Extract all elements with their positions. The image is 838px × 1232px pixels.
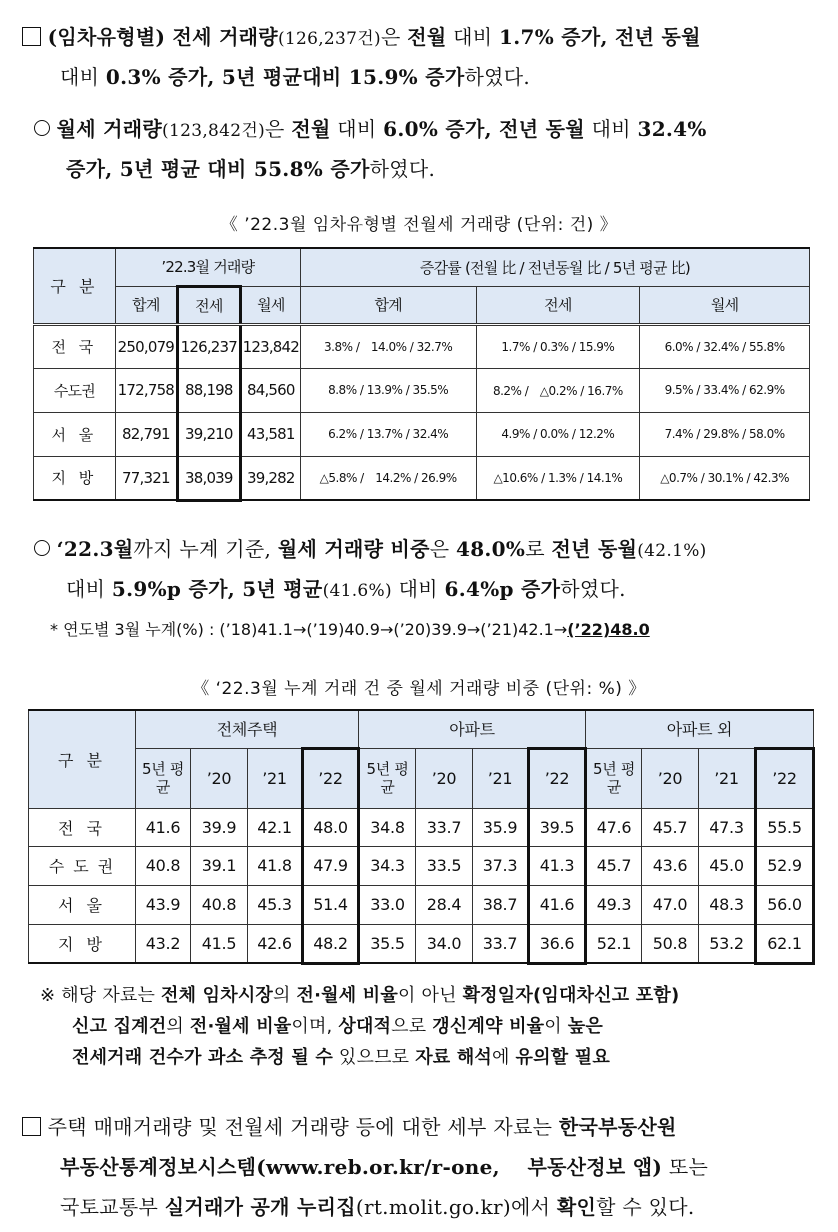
text: 전·월세 비율 <box>296 985 398 1006</box>
cell: 43.9 <box>136 885 191 924</box>
text: 에 <box>492 1047 516 1068</box>
header-rate-wolse: 월세 <box>640 286 810 324</box>
cell: 43.6 <box>642 846 699 885</box>
header-group-non-apt: 아파트 외 <box>586 710 814 748</box>
text: 전년 동월 <box>551 537 638 561</box>
cell-wolse: 43,581 <box>240 412 300 456</box>
text: 또는 <box>662 1155 709 1179</box>
text: 갱신계약 비율 <box>432 1016 545 1037</box>
table-row <box>29 808 814 846</box>
table-row <box>34 368 810 412</box>
text: * 연도별 3월 누계(%) : (’18)41.1→(’19)40.9→(’20)39.9→(’21)42.1→ <box>50 620 568 639</box>
text: 실거래가 공개 누리집 <box>164 1195 356 1219</box>
cell-rate-jeonse: 8.2% / △0.2% / 16.7% <box>476 368 640 412</box>
cell-jeonse: 88,198 <box>177 368 240 412</box>
cell: 62.1 <box>756 924 814 963</box>
text: 5년 평균 <box>592 760 636 796</box>
cell: 48.0 <box>303 808 359 846</box>
text: 6.0% 증가, 전년 동월 <box>383 117 585 141</box>
cell-rate-jeonse: 4.9% / 0.0% / 12.2% <box>476 412 640 456</box>
cell: 41.5 <box>191 924 248 963</box>
cell-rate-wolse: 6.0% / 32.4% / 55.8% <box>640 324 810 368</box>
text: 에서 <box>510 1195 557 1219</box>
cell: 28.4 <box>416 885 473 924</box>
text: 이 아닌 <box>397 985 463 1006</box>
text: 1.7% 증가, 전년 동월 <box>499 25 701 49</box>
header-rate-total: 합계 <box>300 286 476 324</box>
text: 은 <box>380 25 408 49</box>
cell: 39.5 <box>529 808 586 846</box>
cell: 38.7 <box>473 885 529 924</box>
cell: 48.2 <box>303 924 359 963</box>
text: 전세거래 건수가 과소 추정 될 수 <box>72 1047 333 1068</box>
cell: 33.7 <box>416 808 473 846</box>
cell: 37.3 <box>473 846 529 885</box>
paragraph-wolse <box>34 110 828 188</box>
cell: 35.5 <box>359 924 416 963</box>
cell: 40.8 <box>136 846 191 885</box>
table-row <box>29 846 814 885</box>
cell-wolse: 39,282 <box>240 456 300 500</box>
header-jeonse: 전세 <box>177 286 240 324</box>
cell-total: 250,079 <box>115 324 177 368</box>
cell: 47.3 <box>699 808 756 846</box>
text: 하였다. <box>560 577 626 601</box>
text: 주택 매매거래량 및 전월세 거래량 등에 대한 세부 자료는 <box>47 1115 559 1139</box>
cell-rate-wolse: 9.5% / 33.4% / 62.9% <box>640 368 810 412</box>
header-rate-jeonse: 전세 <box>476 286 640 324</box>
row-name: 전 국 <box>29 808 136 846</box>
text: 은 <box>429 537 456 561</box>
cell: 39.1 <box>191 846 248 885</box>
cell: 45.0 <box>699 846 756 885</box>
cell: 52.1 <box>586 924 642 963</box>
text: 까지 누계 기준, <box>133 537 278 561</box>
cell: 48.3 <box>699 885 756 924</box>
text: 하였다. <box>369 157 436 181</box>
text: 5년 평균 <box>366 760 409 796</box>
text: (42.1%) <box>637 541 707 561</box>
header-volume: ’22.3월 거래량 <box>115 248 300 286</box>
cell: 43.2 <box>136 924 191 963</box>
header-21: ’21 <box>473 748 529 808</box>
row-name: 서 울 <box>29 885 136 924</box>
text: 대비 <box>330 117 384 141</box>
header-total: 합계 <box>115 286 177 324</box>
text: (rt.molit.go.kr) <box>355 1195 511 1219</box>
text: 높은 <box>567 1016 603 1037</box>
text: 32.4% <box>637 117 707 141</box>
header-rate: 증감률 (전월 比 / 전년동월 比 / 5년 평균 比) <box>300 248 809 286</box>
header-5yr <box>136 748 191 808</box>
cell: 41.3 <box>529 846 586 885</box>
cell: 33.0 <box>359 885 416 924</box>
text: 은 <box>265 117 292 141</box>
table-wolse-share <box>28 709 815 965</box>
cell: 45.7 <box>586 846 642 885</box>
text: 대비 <box>66 577 112 601</box>
text: 상대적 <box>338 1016 392 1037</box>
checkbox-square-icon <box>22 1117 41 1136</box>
header-wolse: 월세 <box>240 286 300 324</box>
row-name: 전 국 <box>34 324 116 368</box>
text: 의 <box>166 1016 190 1037</box>
circle-bullet-icon <box>34 540 50 556</box>
cell: 45.3 <box>248 885 303 924</box>
text: 부동산통계정보시스템(www.reb.or.kr/r-one, 부동산정보 앱) <box>60 1155 663 1179</box>
circle-bullet-icon <box>34 120 50 136</box>
yearly-note <box>50 617 650 640</box>
header-5yr <box>359 748 416 808</box>
text: 이 <box>544 1016 568 1037</box>
text: 국토교통부 <box>60 1195 165 1219</box>
cell: 49.3 <box>586 885 642 924</box>
reference-mark-icon: ※ <box>40 985 56 1006</box>
header-20: ’20 <box>416 748 473 808</box>
text: 증가, 5년 평균 대비 55.8% 증가 <box>66 157 370 181</box>
row-name: 수도권 <box>34 368 116 412</box>
jeonse-heading: (임차유형별) 전세 거래량 <box>47 25 278 49</box>
cell: 39.9 <box>191 808 248 846</box>
cell: 42.1 <box>248 808 303 846</box>
cell-rate-total: 8.8% / 13.9% / 35.5% <box>300 368 476 412</box>
text: 0.3% 증가, 5년 평균대비 15.9% 증가 <box>105 65 465 89</box>
text: (’22)48.0 <box>567 620 650 639</box>
header-20: ’20 <box>191 748 248 808</box>
text: 대비 <box>446 25 500 49</box>
row-name: 수 도 권 <box>29 846 136 885</box>
cell: 42.6 <box>248 924 303 963</box>
header-group-apt: 아파트 <box>359 710 586 748</box>
paragraph-details <box>22 1107 828 1227</box>
header-22: ’22 <box>529 748 586 808</box>
cell-total: 77,321 <box>115 456 177 500</box>
checkbox-square-icon <box>22 27 41 46</box>
text: 이며, <box>291 1016 339 1037</box>
text: 로 <box>525 537 552 561</box>
text: 월세 거래량 비중 <box>277 537 430 561</box>
cell: 47.6 <box>586 808 642 846</box>
cell-rate-total: △5.8% / 14.2% / 26.9% <box>300 456 476 500</box>
cell-rate-wolse: 7.4% / 29.8% / 58.0% <box>640 412 810 456</box>
text: 의 <box>273 985 297 1006</box>
paragraph-wolse-share <box>34 530 828 610</box>
jeonse-count: (126,237건) <box>277 29 381 49</box>
text: 확인 <box>556 1195 597 1219</box>
cell: 36.6 <box>529 924 586 963</box>
text: 대비 <box>60 65 106 89</box>
caution-note <box>40 980 830 1073</box>
row-name: 서 울 <box>34 412 116 456</box>
cell: 47.9 <box>303 846 359 885</box>
table-row <box>34 412 810 456</box>
cell: 33.7 <box>473 924 529 963</box>
text: 확정일자(임대차신고 포함) <box>462 985 680 1006</box>
table-rent-volume <box>33 247 810 502</box>
cell: 45.7 <box>642 808 699 846</box>
cell-jeonse: 39,210 <box>177 412 240 456</box>
text: 전월 <box>407 25 447 49</box>
text: 5년 평균 <box>141 760 185 796</box>
cell: 47.0 <box>642 885 699 924</box>
paragraph-jeonse <box>22 18 828 96</box>
text: 6.4%p 증가 <box>444 577 561 601</box>
text: 전체 임차시장 <box>161 985 274 1006</box>
cell: 40.8 <box>191 885 248 924</box>
cell: 33.5 <box>416 846 473 885</box>
text: 대비 <box>584 117 638 141</box>
header-5yr <box>586 748 642 808</box>
cell: 55.5 <box>756 808 814 846</box>
header-group-all: 전체주택 <box>136 710 359 748</box>
cell: 41.8 <box>248 846 303 885</box>
text: 유의할 필요 <box>515 1047 610 1068</box>
cell-total: 82,791 <box>115 412 177 456</box>
cell: 34.3 <box>359 846 416 885</box>
cell: 34.0 <box>416 924 473 963</box>
text: 자료 해석 <box>415 1047 493 1068</box>
row-name: 지 방 <box>34 456 116 500</box>
table-row <box>34 324 810 368</box>
cell-jeonse: 126,237 <box>177 324 240 368</box>
cell-wolse: 123,842 <box>240 324 300 368</box>
text: 전·월세 비율 <box>189 1016 292 1037</box>
header-21: ’21 <box>699 748 756 808</box>
cell: 41.6 <box>529 885 586 924</box>
cell: 41.6 <box>136 808 191 846</box>
text: 5.9%p 증가, 5년 평균 <box>111 577 323 601</box>
header-gubun: 구 분 <box>34 248 116 324</box>
header-20: ’20 <box>642 748 699 808</box>
cell: 53.2 <box>699 924 756 963</box>
wolse-heading: 월세 거래량 <box>56 117 163 141</box>
cell-rate-wolse: △0.7% / 30.1% / 42.3% <box>640 456 810 500</box>
header-22: ’22 <box>303 748 359 808</box>
text: ‘22.3월 <box>56 537 134 561</box>
wolse-count: (123,842건) <box>162 121 266 141</box>
cell-rate-total: 6.2% / 13.7% / 32.4% <box>300 412 476 456</box>
cell: 51.4 <box>303 885 359 924</box>
cell-total: 172,758 <box>115 368 177 412</box>
cell: 35.9 <box>473 808 529 846</box>
text: 으로 <box>391 1016 433 1037</box>
text: 하였다. <box>464 65 531 89</box>
text: 전월 <box>291 117 331 141</box>
cell-rate-jeonse: △10.6% / 1.3% / 14.1% <box>476 456 640 500</box>
cell-jeonse: 38,039 <box>177 456 240 500</box>
table-row <box>29 924 814 963</box>
cell: 50.8 <box>642 924 699 963</box>
text: 신고 집계건 <box>72 1016 167 1037</box>
cell: 34.8 <box>359 808 416 846</box>
text: (41.6%) <box>322 581 392 601</box>
table1-title: 《 ’22.3월 임차유형별 전월세 거래량 (단위: 건) 》 <box>220 215 618 235</box>
header-21: ’21 <box>248 748 303 808</box>
table2-title: 《 ‘22.3월 누계 거래 건 중 월세 거래량 비중 (단위: %) 》 <box>192 679 646 699</box>
text: 할 수 있다. <box>596 1195 695 1219</box>
table-row <box>29 885 814 924</box>
cell-rate-jeonse: 1.7% / 0.3% / 15.9% <box>476 324 640 368</box>
text: 대비 <box>391 577 445 601</box>
cell-wolse: 84,560 <box>240 368 300 412</box>
table-row <box>34 456 810 500</box>
header-22: ’22 <box>756 748 814 808</box>
text: 한국부동산원 <box>558 1115 677 1139</box>
row-name: 지 방 <box>29 924 136 963</box>
cell: 52.9 <box>756 846 814 885</box>
text: 해당 자료는 <box>55 985 162 1006</box>
cell: 56.0 <box>756 885 814 924</box>
text: 48.0% <box>455 537 526 561</box>
header-gubun: 구 분 <box>29 710 136 808</box>
text: 있으므로 <box>332 1047 416 1068</box>
cell-rate-total: 3.8% / 14.0% / 32.7% <box>300 324 476 368</box>
